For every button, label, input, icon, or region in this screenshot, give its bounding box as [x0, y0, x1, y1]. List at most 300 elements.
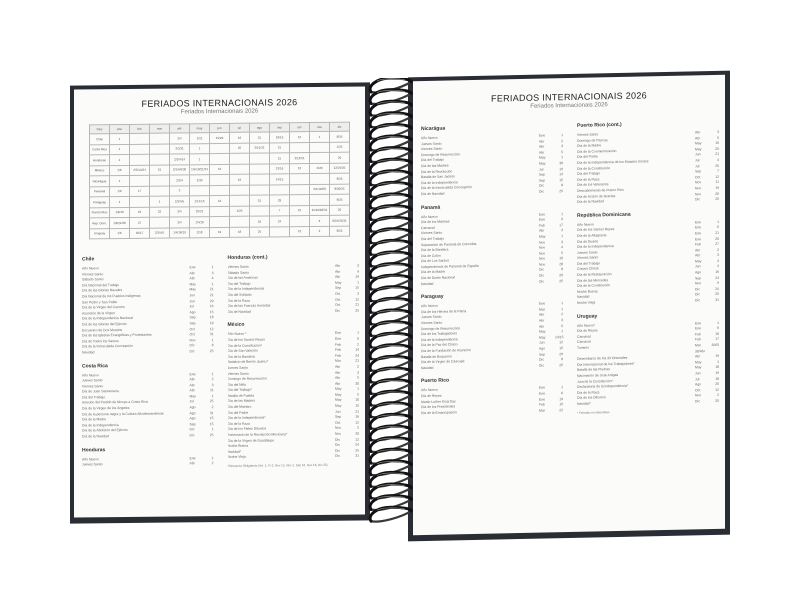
holiday-day: 1 [561, 306, 563, 312]
grid-cell: 1/6/19 [110, 207, 130, 218]
holiday-month: Ago [189, 416, 196, 421]
holiday-name: Navidad* [577, 401, 591, 406]
grid-cell: 2/20 [310, 163, 330, 174]
holiday-day: 19 [715, 185, 719, 190]
holiday-name: Navidad [82, 350, 95, 355]
holiday-name: Domingo de Resurrección [421, 152, 461, 157]
grid-cell: 22 [150, 207, 170, 218]
grid-cell: 1 [190, 143, 210, 154]
grid-cell: 2/3/4 [170, 175, 190, 186]
holiday-name: Día de la Restauración [577, 272, 612, 277]
grid-cell: 19 [230, 174, 250, 185]
grid-cell [250, 184, 270, 195]
grid-cell: 1 [110, 196, 130, 207]
holiday-day: 1 [717, 320, 719, 325]
holiday-day: 30 [355, 381, 359, 386]
holiday-month: Nov [539, 240, 546, 245]
right-notebook-cover [408, 71, 730, 542]
grid-cell: 24 [270, 216, 290, 227]
holiday-name: Día del Soldado [227, 292, 252, 297]
grid-cell: 3/4/10/28 [310, 184, 330, 195]
country-heading: Paraguay [421, 293, 444, 301]
holiday-month: Dic [335, 448, 340, 453]
holiday-name: Viernes Santo [421, 320, 443, 326]
holiday-name: Día del Padre [227, 410, 249, 415]
holiday-day: 5 [357, 375, 359, 380]
holiday-name: Día de la Conmemoración [577, 148, 617, 154]
holiday-month: Jun [189, 293, 195, 298]
holiday-name: Día de San Valentín [227, 348, 258, 354]
left-page-columns [74, 246, 365, 469]
holiday-day: 22 [559, 407, 563, 412]
holiday-month: Abr [189, 276, 195, 281]
holiday-name: Viernes Santo [227, 264, 249, 269]
holiday-name: Noche Vieja [577, 300, 596, 305]
grid-cell: Puerto Rico [90, 207, 110, 218]
footnote: *Descanso Obligatorio (Art. 1, Fr 3, Nov 15, Nov 1, Sep 16, Nov 16, Dic 25) [227, 462, 328, 468]
holiday-name: Día de los Fieles Difuntos [227, 426, 267, 432]
holiday-month: Jul [539, 167, 544, 172]
grid-cell: 15 [270, 153, 290, 164]
holiday-name: San Pedro y San Pablo [82, 299, 118, 305]
page-subtitle: Feriados Internacionais 2026 [530, 102, 608, 110]
grid-cell: 1 [190, 154, 210, 165]
holiday-name: Día de las Madres [421, 163, 449, 169]
holiday-month: Jul [695, 376, 700, 381]
holiday-name: Noche Vieja [227, 455, 246, 460]
grid-cell: 2 [310, 226, 330, 237]
holiday-name: Viernes Santo [82, 271, 104, 277]
holiday-month: Abr [539, 324, 545, 329]
holiday-day: 4 [211, 276, 214, 281]
holiday-name: Día de las Glorias del Ejército [82, 321, 127, 327]
holiday-name: Día del Trabajo [82, 395, 105, 400]
holiday-month: Jul [189, 304, 194, 309]
holiday-month: Abr [539, 228, 545, 233]
holiday-name: Día de la Virgen de los Ángeles [82, 406, 130, 411]
holiday-month: Ene [539, 397, 546, 402]
grid-cell: 16 [230, 132, 250, 143]
holiday-month: Jul [695, 163, 700, 168]
holiday-month: Abr [539, 312, 545, 318]
grid-cell [150, 186, 170, 197]
spiral-coil [370, 507, 411, 521]
holiday-name: Día de la Raza [227, 421, 250, 426]
holiday-day: 16 [715, 269, 719, 274]
grid-cell [290, 142, 310, 153]
holiday-day: 18 [715, 365, 719, 370]
holiday-day: 5 [561, 250, 563, 255]
holiday-day: 19 [559, 396, 563, 401]
grid-header-cell: sep [270, 123, 290, 132]
grid-row [90, 226, 350, 239]
grid-cell: 8/20/25 [330, 184, 350, 195]
holiday-name: Viernes Santo [577, 132, 599, 137]
holiday-day: 8 [561, 357, 563, 362]
grid-cell: 1 [110, 154, 130, 165]
holiday-day: 6 [717, 326, 719, 331]
holiday-month: Abr [335, 381, 341, 386]
holiday-row [82, 349, 214, 356]
holiday-day: 8 [211, 343, 214, 348]
grid-cell: 17 [130, 186, 150, 197]
grid-cell [290, 174, 310, 185]
holiday-name: Día de la Raza [577, 390, 600, 395]
holiday-month: Dic [539, 189, 544, 194]
grid-cell: 1/30 [190, 175, 210, 186]
holiday-month: Mar [539, 408, 545, 413]
holiday-name: Día de Duarte [577, 238, 599, 244]
holiday-month: Ago [695, 382, 702, 387]
holiday-month: Ene [695, 219, 702, 225]
holiday-name: Día de los Santos Reyes [577, 227, 615, 233]
holiday-day: 31 [209, 410, 214, 415]
holiday-month: Nov [695, 180, 702, 185]
holiday-month: Abr [189, 388, 195, 393]
holiday-month: Abr [335, 269, 341, 274]
holiday-month: Dic [539, 357, 544, 362]
holiday-day: 3 [357, 370, 359, 375]
grid-cell [310, 152, 330, 163]
holiday-month: Abr [189, 382, 195, 388]
holiday-name: Año Nuevo* [577, 323, 596, 328]
holiday-day: 2 [211, 461, 214, 466]
grid-cell [150, 133, 170, 144]
holiday-month: Dic [695, 399, 700, 404]
grid-cell: 1/25 [330, 142, 350, 153]
holiday-day: 1 [211, 265, 214, 270]
grid-cell: 2/3/4/14 [170, 154, 190, 165]
holiday-day: 1 [561, 385, 563, 390]
holiday-day: 9 [717, 281, 719, 286]
holiday-month: Abr [695, 354, 701, 359]
holiday-day: 3/4/5 [711, 342, 719, 348]
grid-cell [150, 217, 170, 228]
holiday-name: Carnaval [577, 339, 591, 345]
holiday-name: Jueves Santo [577, 250, 598, 255]
holiday-month: Oct [335, 291, 341, 296]
grid-cell: 12/24/25 [330, 163, 350, 174]
holiday-name: Día de los Presidentes [421, 404, 456, 410]
holiday-name: Día Nacional de los Pueblos Indígenas [82, 293, 141, 299]
holiday-month: Sep [539, 178, 546, 183]
holiday-month: May [189, 282, 196, 287]
holiday-month: Feb [335, 353, 341, 358]
holiday-day: 21 [209, 287, 214, 292]
grid-header-cell: feb [130, 124, 150, 133]
holiday-day: 8 [561, 267, 563, 272]
grid-cell [210, 206, 230, 217]
holiday-day: 3 [561, 239, 563, 244]
holiday-day: 15 [559, 346, 563, 351]
grid-cell: 1/21 [190, 133, 210, 144]
holiday-name: Día del Niño [227, 382, 247, 387]
grid-cell: 8/25 [330, 226, 350, 237]
holiday-month: Oct [189, 332, 195, 337]
grid-cell: 12 [290, 132, 310, 143]
holiday-day: 5 [561, 323, 563, 328]
grid-cell [210, 185, 230, 196]
holiday-name: Año Nuevo [82, 372, 99, 377]
holiday-name: Noche Buena [227, 443, 249, 449]
holiday-month: Abr [695, 130, 701, 135]
grid-cell: 13/16 [270, 163, 290, 174]
grid-cell: 4/25 [230, 206, 250, 217]
holiday-day: 14/15 [555, 334, 564, 340]
holiday-name: Año Nuevo [82, 266, 99, 271]
holiday-month: Dic [539, 183, 544, 188]
grid-cell: 16 [250, 216, 270, 227]
grid-header-cell: abr [170, 124, 190, 133]
grid-cell: 1/18 [190, 227, 210, 238]
grid-header-cell: ene [110, 124, 130, 133]
holiday-day: 21 [355, 302, 359, 307]
grid-cell [250, 163, 270, 174]
grid-cell [230, 195, 250, 206]
holiday-name: Viernes Santo [82, 383, 104, 389]
holiday-name: Día de los Veteranos [577, 182, 609, 188]
country-heading: Honduras (cont.) [227, 254, 268, 261]
holiday-name: Noche Buena [577, 289, 598, 294]
holiday-day: 3 [561, 318, 563, 323]
holiday-day: 24 [355, 353, 359, 358]
holiday-name: Martin Luther King Day [421, 398, 456, 404]
grid-cell: 7 [270, 205, 290, 216]
holiday-day: 19 [715, 354, 719, 359]
holiday-day: 15 [355, 403, 359, 408]
holiday-day: 2 [357, 342, 359, 347]
holiday-name: Descubrimiento de Puerto Rico [577, 187, 624, 193]
holiday-day: 11 [209, 388, 214, 393]
holiday-name: Día de la Madre [577, 143, 602, 149]
holiday-month: Nov [539, 262, 546, 267]
grid-cell: 2/15/31 [250, 142, 270, 153]
holiday-month: May [695, 141, 702, 146]
grid-cell: Honduras [90, 155, 110, 166]
holiday-day: 25 [715, 382, 719, 387]
grid-cell: 15 [250, 132, 270, 143]
holiday-name: Año Nuevo [577, 222, 594, 227]
holiday-day: 25 [209, 348, 214, 354]
holiday-name: Día del Maestro [227, 404, 252, 409]
grid-cell: 12 [290, 226, 310, 237]
grid-cell: 12 [290, 205, 310, 216]
holiday-name: Batalla de Boquerón [421, 354, 452, 359]
grid-header-cell: may [190, 124, 210, 133]
holiday-name: Asunción de la Virgen [82, 310, 115, 316]
holiday-day: 2 [717, 247, 719, 252]
holiday-name: Navidad [421, 365, 434, 370]
holiday-day: 3 [717, 129, 719, 134]
holiday-month: Feb [539, 402, 545, 407]
holiday-month: May [335, 398, 342, 403]
holiday-name: Navidad* [227, 449, 242, 454]
grid-cell: Uruguay [90, 228, 110, 239]
holiday-name: Sábado Santo [82, 277, 104, 282]
holiday-day: 31 [209, 332, 214, 337]
holiday-day: 15 [355, 285, 359, 290]
holiday-name: Día de la Navidad [577, 199, 604, 204]
holiday-name: Día de la Independencia de los Estados Unidos [577, 159, 649, 165]
holiday-day: 26 [715, 191, 719, 196]
holiday-name: Día de la Constitución [577, 283, 611, 289]
grid-cell: 1 [150, 196, 170, 207]
holiday-name: Domingo de Pascua [577, 137, 608, 143]
holiday-month: Feb [695, 337, 701, 342]
holiday-day: 31 [715, 297, 719, 302]
grid-cell [230, 164, 250, 175]
holiday-day: 29 [559, 351, 563, 356]
country-heading: Uruguay [577, 313, 598, 320]
right-column-2 [569, 113, 725, 415]
holiday-day: 25 [715, 146, 719, 151]
holiday-day: 1 [211, 281, 214, 286]
grid-cell: Nicarágua [90, 176, 110, 187]
holiday-name: Encuentro de Dos Mundos [82, 327, 123, 332]
grid-cell [130, 175, 150, 186]
holiday-month: Jun [335, 409, 341, 414]
holiday-month: Ago [539, 346, 546, 351]
holiday-month: Oct [695, 388, 701, 393]
holiday-month: Jul [189, 399, 194, 404]
grid-cell: 21 [150, 165, 170, 176]
holiday-name: Año Nuevo [421, 303, 438, 309]
grid-cell [310, 142, 330, 153]
holiday-name: Día de la Independencia [227, 286, 265, 292]
grid-cell: 1/6 [110, 228, 130, 239]
holiday-grid-table [89, 122, 350, 240]
holiday-name: Día de la Madre [82, 417, 107, 422]
holiday-month: Dic [189, 427, 195, 432]
holiday-name: Año Nuevo [421, 214, 438, 219]
left-column-1 [74, 248, 220, 470]
holiday-day: 25 [715, 398, 719, 403]
holiday-name: Día de Duelo Nacional [421, 275, 455, 281]
holiday-month: Nov [695, 281, 702, 286]
grid-cell: 16 [130, 207, 150, 218]
holiday-month: Abr [539, 318, 545, 323]
holiday-name: Día del Trabajo [577, 261, 600, 266]
holiday-month: Ago [695, 270, 702, 275]
holiday-day: 12 [559, 340, 563, 345]
holiday-day: 9 [561, 217, 563, 222]
holiday-month: Ene [189, 265, 196, 270]
holiday-month: Dic [335, 308, 340, 313]
holiday-month: Ene [539, 133, 546, 138]
holiday-name: Día de Acción de Gracias [577, 193, 616, 199]
holiday-day: 17 [559, 222, 563, 227]
grid-header-cell: dic [330, 122, 350, 131]
holiday-name: Día de la Raza [227, 298, 250, 303]
grid-cell [130, 154, 150, 165]
holiday-name: Sábado Santo [227, 270, 249, 275]
grid-cell: 3/4 [170, 133, 190, 144]
holiday-day: 4 [717, 157, 719, 162]
country-heading: Panamá [421, 204, 441, 211]
holiday-month: Abr [189, 461, 195, 466]
grid-cell: 1 [110, 144, 130, 155]
grid-cell: 18/19 [270, 132, 290, 143]
holiday-day: 4 [717, 264, 719, 269]
holiday-row [82, 433, 214, 440]
holiday-name: Día de los Héroes de la Patria [421, 308, 467, 314]
holiday-month: Abr [335, 364, 341, 369]
holiday-name: Día de la Independencia [82, 422, 119, 428]
holiday-name: Día de la Independencia [577, 244, 614, 249]
grid-cell [190, 185, 210, 196]
holiday-name: Día de Reyes [421, 393, 442, 399]
grid-cell: 8/25 [330, 173, 350, 184]
holiday-month: Jun [539, 340, 545, 346]
holiday-name: Día del Trabajo [577, 171, 600, 176]
holiday-month: Ene [189, 371, 196, 376]
holiday-day: 16 [559, 402, 563, 407]
grid-header-cell: mar [150, 124, 170, 133]
right-page-columns [413, 113, 725, 418]
country-heading: Costa Rica [82, 362, 108, 369]
holiday-month: Sep [189, 321, 196, 326]
grid-cell: Rep. Dom. [90, 218, 110, 229]
holiday-name: Día de los Trabajadores [421, 331, 457, 337]
holiday-month: May [189, 394, 196, 399]
holiday-day: 6 [561, 391, 563, 396]
holiday-day: 20 [355, 431, 359, 436]
holiday-day: 29 [209, 298, 214, 303]
holiday-day: 1 [211, 337, 214, 342]
grid-header-cell: ago [250, 123, 270, 132]
holiday-name: Día de las Mercedes [577, 277, 609, 283]
holiday-day: 4 [357, 269, 359, 274]
holiday-name: Día de la Virgen del Carmen [82, 305, 125, 310]
grid-cell: 2/5/14/24 [130, 165, 150, 176]
page-subtitle: Feriados Internacionais 2026 [180, 108, 259, 116]
holiday-month: Abr [539, 150, 545, 155]
holiday-name: Día de Colón [421, 253, 441, 258]
holiday-month: Dic [189, 343, 195, 348]
grid-cell [270, 184, 290, 195]
holiday-day: 25 [355, 308, 359, 313]
holiday-day: 2 [211, 405, 214, 410]
grid-cell: 1/5/10/21/24 [190, 164, 210, 175]
grid-cell: 19 [210, 227, 230, 238]
grid-cell: 1/14/15 [190, 196, 210, 207]
holiday-day: 14 [355, 347, 359, 352]
grid-cell [150, 154, 170, 165]
holiday-month: Oct [695, 175, 701, 180]
holiday-month: Ene [695, 320, 702, 325]
holiday-day: 1 [211, 427, 214, 432]
grid-header-cell: jul [230, 123, 250, 132]
holiday-month: Abr [189, 377, 195, 382]
holiday-day: 25 [209, 433, 214, 438]
holiday-day: 21 [355, 358, 359, 363]
holiday-month: Sep [335, 286, 342, 291]
holiday-day: 2 [717, 393, 719, 398]
holiday-name: Día del Trabajo [227, 281, 251, 286]
holiday-day: 1 [211, 371, 214, 376]
holiday-day: 12 [355, 420, 359, 425]
holiday-name: Día de la Navidad [82, 434, 109, 439]
holiday-month: Nov [695, 393, 702, 398]
country-heading: Nicarágua [421, 125, 446, 133]
holiday-month: Dic [695, 197, 700, 202]
holiday-name: Día de las Iglesias Evangélicas y Protestantes [82, 332, 152, 338]
holiday-month: Abr [335, 263, 341, 268]
holiday-name: Día de Todos los Santos [82, 338, 119, 344]
left-page [74, 86, 365, 517]
holiday-name: Aniversario de la Revolución Mexicana* [227, 432, 288, 437]
holiday-month: Feb [335, 342, 341, 347]
